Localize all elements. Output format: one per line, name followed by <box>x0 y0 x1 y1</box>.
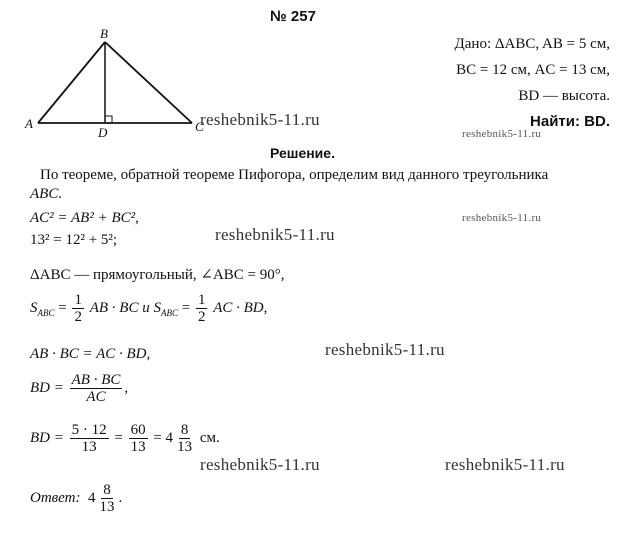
bd-formula: BD = $\frac{AB \cdot BC}{AC}$ , <box>30 372 129 405</box>
fraction-half: $\frac{1}{2}$ <box>74 292 82 325</box>
fraction-half: $\frac{1}{2}$ <box>197 292 206 325</box>
area-equality: AB · BC = AC · BD, <box>30 346 151 362</box>
intro-text-cont: ABC. <box>30 186 63 202</box>
watermark: reshebnik5-11.ru <box>462 128 542 140</box>
watermark: reshebnik5-11.ru <box>445 455 565 474</box>
bd-calculation: BD = $\frac{5 \cdot 12}{13}$ = $\frac{60}{13}$ = 4 $\frac{8}{13}$ см. <box>30 422 220 455</box>
equation-pythagoras: AC² = AB² + BC², <box>30 210 139 226</box>
side-bc <box>105 42 192 123</box>
vertex-b-label: B <box>100 26 108 41</box>
given-find: Найти: BD. <box>530 113 610 130</box>
given-line-3: BD — высота. <box>518 88 610 104</box>
intro-text: По теореме, обратной теореме Пифогора, определим вид данного треугольника <box>40 167 549 183</box>
fraction-answer: $\frac{8}{13}$ <box>99 482 115 515</box>
watermark: reshebnik5-11.ru <box>215 225 335 244</box>
right-angle-mark <box>105 116 112 123</box>
area-formulas: $S_{ABC}$ = $\frac{1}{2}$ AB · BC и $S_{ABC}$ = $\frac{1}{2}$ AC · BD, <box>30 292 268 325</box>
vertex-c-label: C <box>195 119 204 134</box>
answer: Ответ: 4 $\frac{8}{13}$ . <box>30 482 123 515</box>
problem-number: № 257 <box>270 8 316 25</box>
vertex-a-label: A <box>25 116 33 131</box>
right-triangle-statement: ΔABC — прямоугольный, ∠ABC = 90°, <box>30 267 285 283</box>
given-line-1: Дано: ΔABC, AB = 5 см, <box>454 36 610 52</box>
equation-numeric: 13² = 12² + 5²; <box>30 232 118 248</box>
fraction-calc-2: $\frac{60}{13}$ <box>130 422 146 455</box>
watermark: reshebnik5-11.ru <box>462 212 542 224</box>
side-ab <box>38 42 105 123</box>
triangle-diagram <box>20 25 220 140</box>
vertex-d-label: D <box>98 125 108 140</box>
given-line-2: BC = 12 см, AC = 13 см, <box>456 62 610 78</box>
solution-heading: Решение. <box>270 145 335 161</box>
fraction-calc-1: $\frac{5 \cdot 12}{13}$ <box>71 422 107 455</box>
fraction-calc-3: $\frac{8}{13}$ <box>177 422 193 455</box>
watermark: reshebnik5-11.ru <box>325 340 445 359</box>
fraction-bd: $\frac{AB \cdot BC}{AC}$ <box>71 372 121 405</box>
watermark: reshebnik5-11.ru <box>200 110 320 129</box>
watermark: reshebnik5-11.ru <box>200 455 320 474</box>
